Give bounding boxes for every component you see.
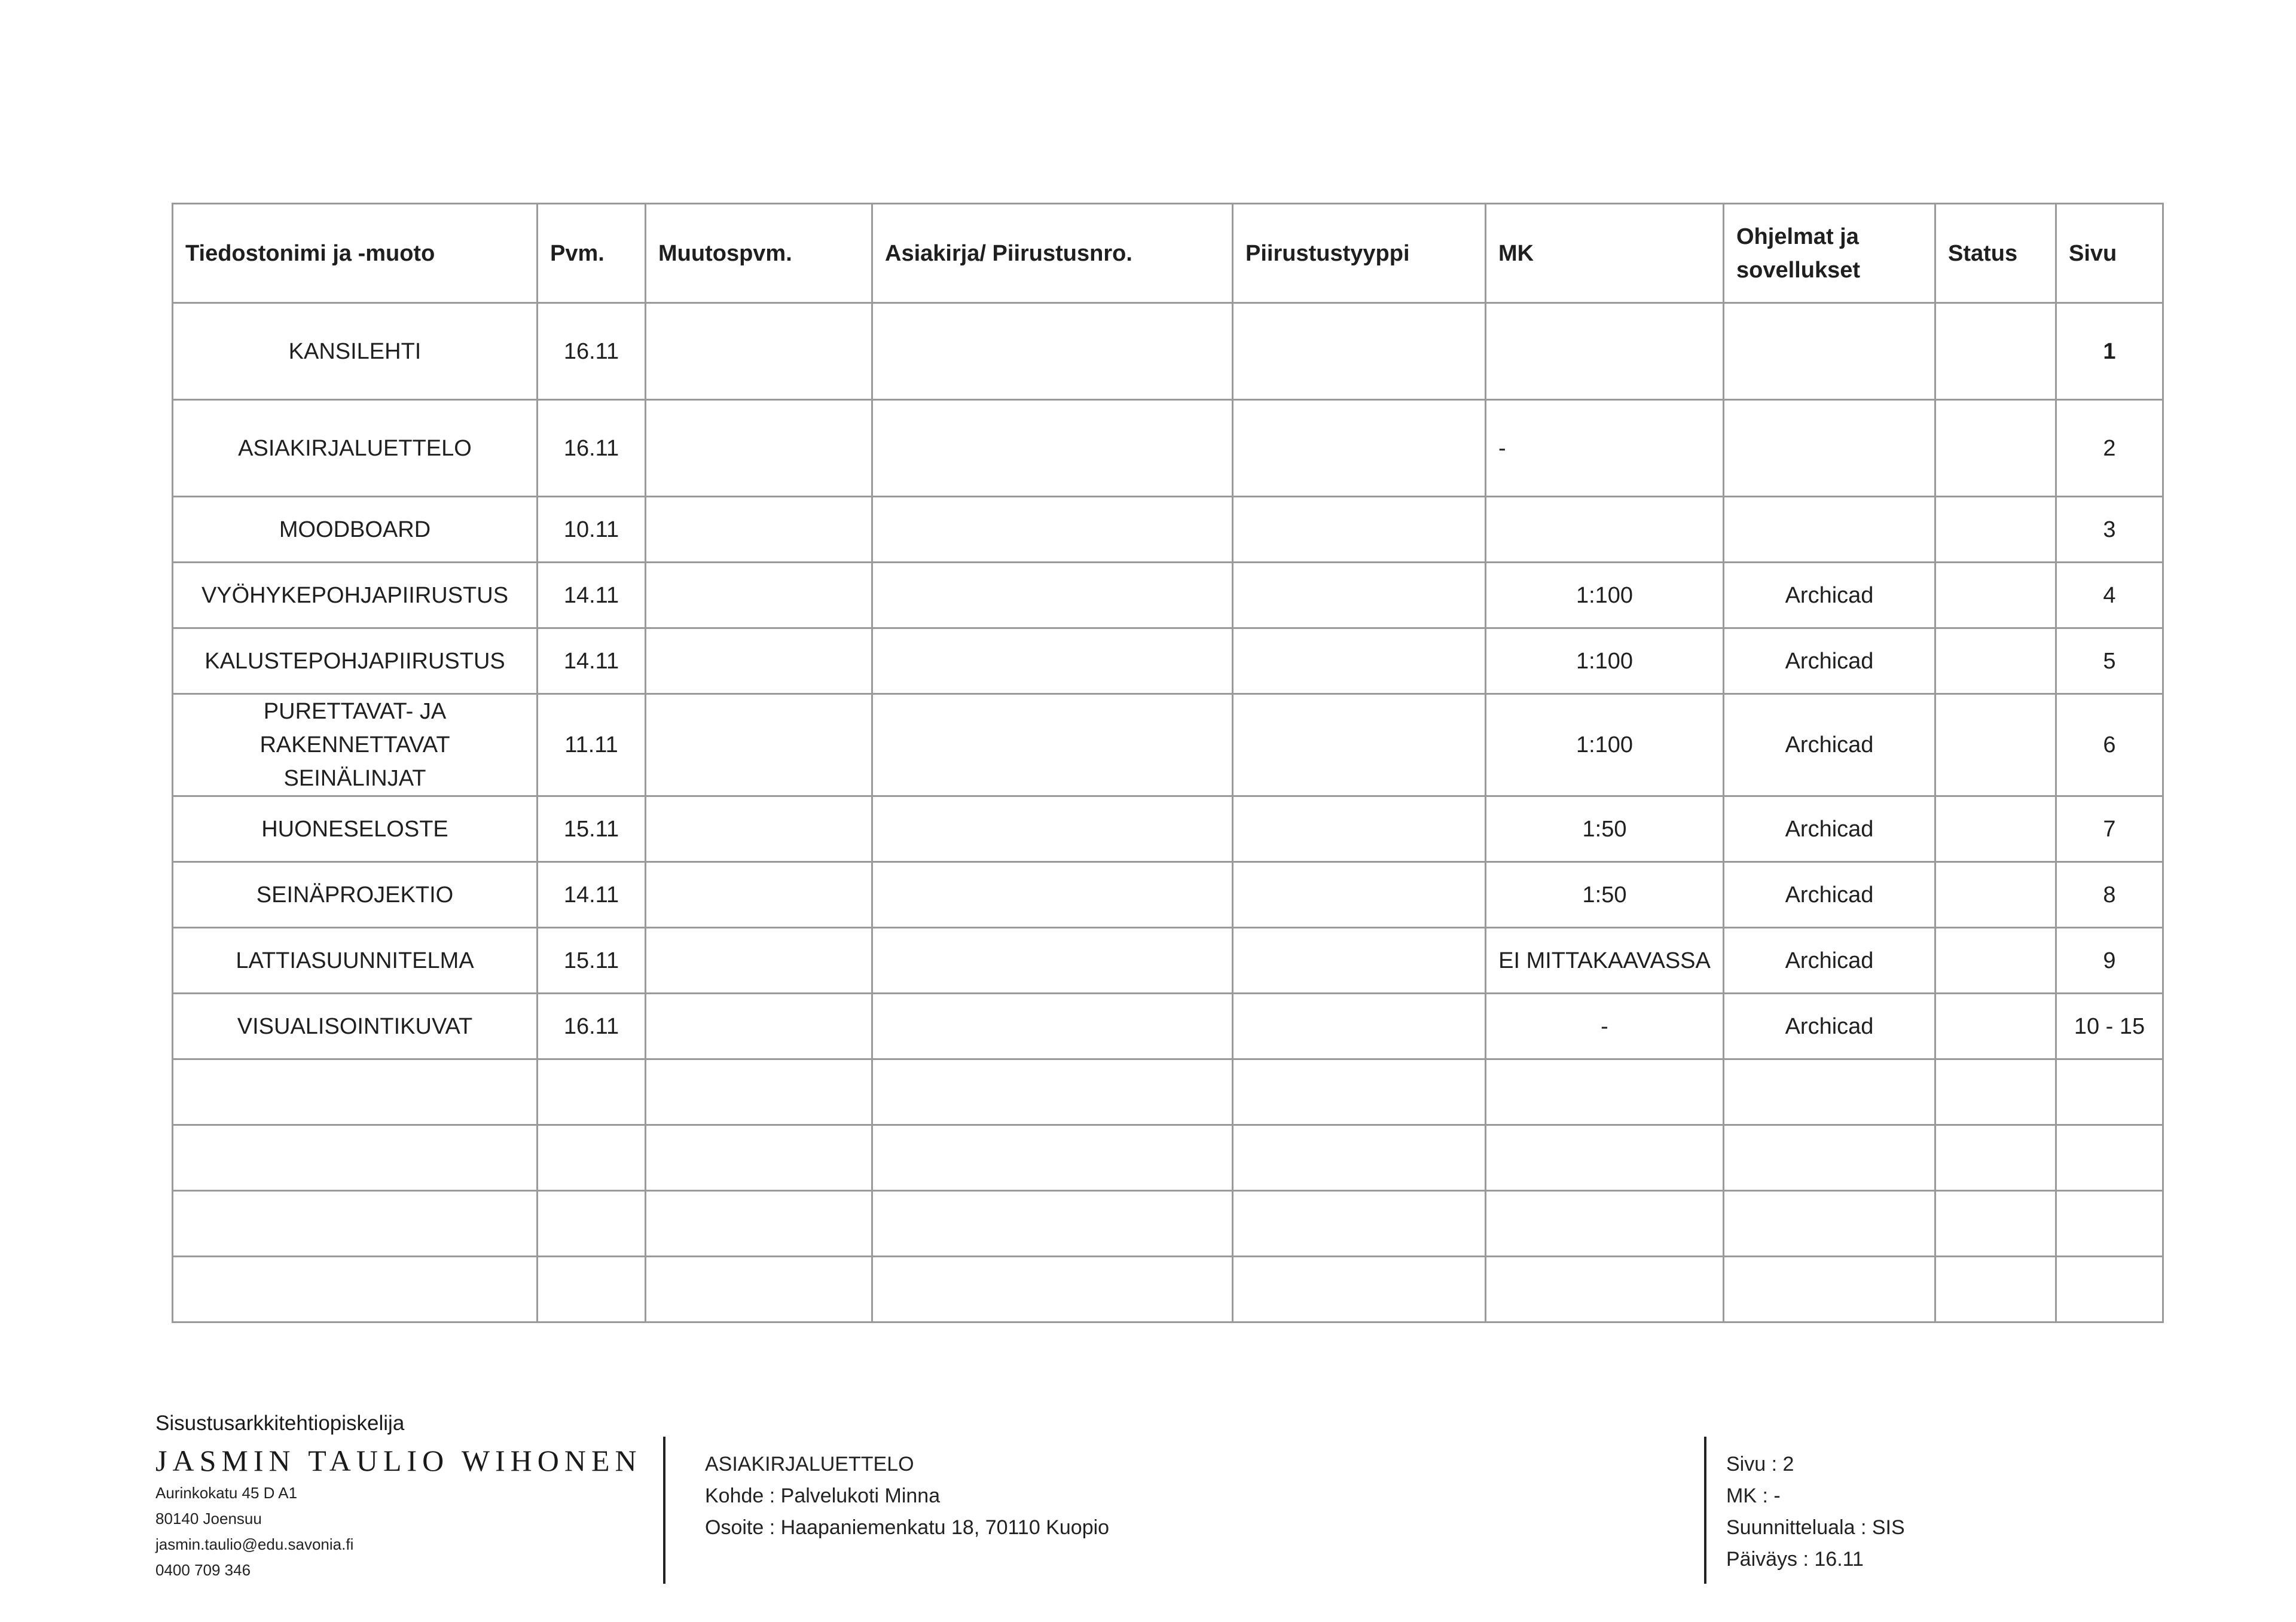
- cell-drawing-type: [1233, 1125, 1486, 1191]
- cell-change-date: [646, 1059, 872, 1125]
- cell-drawing-number: [872, 1257, 1233, 1322]
- project-target: Kohde : Palvelukoti Minna: [705, 1484, 941, 1507]
- cell-software: [1724, 1191, 1935, 1257]
- cell-page: 2: [2056, 400, 2163, 497]
- header-drawing-type: Piirustustyyppi: [1233, 204, 1486, 303]
- cell-date: 14.11: [538, 563, 646, 628]
- cell-status: [1935, 1125, 2056, 1191]
- table-row: [173, 994, 2163, 1059]
- cell-date: [538, 1191, 646, 1257]
- cell-date: [538, 1125, 646, 1191]
- cell-filename: LATTIASUUNNITELMA: [173, 928, 538, 994]
- cell-drawing-type: [1233, 1059, 1486, 1125]
- cell-page: 9: [2056, 928, 2163, 994]
- cell-drawing-number: [872, 694, 1233, 796]
- cell-status: [1935, 1191, 2056, 1257]
- header-scale: MK: [1486, 204, 1724, 303]
- cell-change-date: [646, 796, 872, 862]
- cell-scale: [1486, 303, 1724, 400]
- cell-scale: 1:100: [1486, 694, 1724, 796]
- cell-filename: SEINÄPROJEKTIO: [173, 862, 538, 928]
- cell-status: [1935, 400, 2056, 497]
- cell-drawing-type: [1233, 563, 1486, 628]
- cell-status: [1935, 303, 2056, 400]
- cell-change-date: [646, 928, 872, 994]
- cell-page: [2056, 1125, 2163, 1191]
- cell-status: [1935, 1257, 2056, 1322]
- cell-page: 3: [2056, 497, 2163, 563]
- cell-date: 14.11: [538, 628, 646, 694]
- cell-date: 15.11: [538, 928, 646, 994]
- cell-change-date: [646, 994, 872, 1059]
- cell-change-date: [646, 1125, 872, 1191]
- header-page: Sivu: [2056, 204, 2163, 303]
- cell-drawing-type: [1233, 628, 1486, 694]
- author-phone: 0400 709 346: [155, 1561, 251, 1579]
- cell-change-date: [646, 563, 872, 628]
- table-row: [173, 303, 2163, 400]
- document-title: ASIAKIRJALUETTELO: [705, 1453, 914, 1476]
- cell-software: Archicad: [1724, 796, 1935, 862]
- cell-page: 5: [2056, 628, 2163, 694]
- cell-drawing-type: [1233, 796, 1486, 862]
- cell-date: 10.11: [538, 497, 646, 563]
- cell-software: Archicad: [1724, 563, 1935, 628]
- sheet-info-block: [1726, 1449, 1905, 1575]
- cell-drawing-number: [872, 628, 1233, 694]
- cell-drawing-type: [1233, 1257, 1486, 1322]
- cell-filename: VISUALISOINTIKUVAT: [173, 994, 538, 1059]
- cell-drawing-number: [872, 497, 1233, 563]
- cell-scale: 1:100: [1486, 628, 1724, 694]
- project-info-block: [705, 1449, 1109, 1544]
- table-row: [173, 497, 2163, 563]
- cell-scale: [1486, 1257, 1724, 1322]
- cell-filename: HUONESELOSTE: [173, 796, 538, 862]
- cell-status: [1935, 628, 2056, 694]
- footer-divider-left: [663, 1437, 665, 1584]
- cell-drawing-number: [872, 994, 1233, 1059]
- author-name: JASMIN TAULIO WIHONEN: [155, 1444, 642, 1477]
- author-email: jasmin.taulio@edu.savonia.fi: [155, 1535, 354, 1553]
- cell-status: [1935, 563, 2056, 628]
- cell-scale: [1486, 1059, 1724, 1125]
- document-list-table: [172, 203, 2164, 1323]
- cell-drawing-type: [1233, 400, 1486, 497]
- cell-drawing-number: [872, 303, 1233, 400]
- cell-page: 6: [2056, 694, 2163, 796]
- cell-drawing-number: [872, 862, 1233, 928]
- cell-page: 7: [2056, 796, 2163, 862]
- cell-date: 15.11: [538, 796, 646, 862]
- author-address-line2: 80140 Joensuu: [155, 1510, 262, 1528]
- cell-filename: KANSILEHTI: [173, 303, 538, 400]
- header-date: Pvm.: [538, 204, 646, 303]
- cell-change-date: [646, 694, 872, 796]
- cell-software: Archicad: [1724, 928, 1935, 994]
- header-drawing-number: Asiakirja/ Piirustusnro.: [872, 204, 1233, 303]
- cell-status: [1935, 994, 2056, 1059]
- cell-scale: 1:50: [1486, 862, 1724, 928]
- header-filename: Tiedostonimi ja -muoto: [173, 204, 538, 303]
- cell-drawing-number: [872, 1191, 1233, 1257]
- cell-page: 8: [2056, 862, 2163, 928]
- table-row: [173, 628, 2163, 694]
- table-row: [173, 1257, 2163, 1322]
- cell-software: Archicad: [1724, 628, 1935, 694]
- cell-scale: -: [1486, 400, 1724, 497]
- cell-date: 14.11: [538, 862, 646, 928]
- cell-change-date: [646, 1191, 872, 1257]
- cell-software: [1724, 1125, 1935, 1191]
- cell-scale: [1486, 497, 1724, 563]
- cell-status: [1935, 1059, 2056, 1125]
- cell-drawing-type: [1233, 994, 1486, 1059]
- cell-filename: [173, 1257, 538, 1322]
- cell-software: [1724, 1257, 1935, 1322]
- cell-status: [1935, 497, 2056, 563]
- project-address: Osoite : Haapaniemenkatu 18, 70110 Kuopio: [705, 1516, 1110, 1539]
- cell-scale: -: [1486, 994, 1724, 1059]
- author-role: Sisustusarkkitehtiopiskelija: [155, 1412, 405, 1435]
- cell-software: [1724, 400, 1935, 497]
- sheet-discipline: Suunnitteluala : SIS: [1726, 1516, 1905, 1539]
- cell-date: 16.11: [538, 994, 646, 1059]
- cell-filename: ASIAKIRJALUETTELO: [173, 400, 538, 497]
- cell-drawing-number: [872, 1125, 1233, 1191]
- cell-change-date: [646, 862, 872, 928]
- cell-software: [1724, 1059, 1935, 1125]
- author-address-line1: Aurinkokatu 45 D A1: [155, 1484, 298, 1502]
- cell-status: [1935, 694, 2056, 796]
- table-row: [173, 694, 2163, 796]
- cell-scale: EI MITTAKAAVASSA: [1486, 928, 1724, 994]
- cell-scale: 1:50: [1486, 796, 1724, 862]
- cell-drawing-number: [872, 928, 1233, 994]
- cell-page: [2056, 1191, 2163, 1257]
- cell-drawing-type: [1233, 694, 1486, 796]
- cell-scale: [1486, 1191, 1724, 1257]
- cell-drawing-type: [1233, 1191, 1486, 1257]
- cell-page: 4: [2056, 563, 2163, 628]
- cell-drawing-type: [1233, 303, 1486, 400]
- table-row: [173, 928, 2163, 994]
- cell-date: [538, 1059, 646, 1125]
- table-row: [173, 862, 2163, 928]
- header-status: Status: [1935, 204, 2056, 303]
- table-row: [173, 1059, 2163, 1125]
- cell-software: [1724, 303, 1935, 400]
- author-block: [155, 1410, 646, 1583]
- cell-change-date: [646, 628, 872, 694]
- table-row: [173, 400, 2163, 497]
- cell-drawing-number: [872, 1059, 1233, 1125]
- sheet-scale: MK : -: [1726, 1484, 1781, 1507]
- cell-software: Archicad: [1724, 994, 1935, 1059]
- cell-drawing-type: [1233, 862, 1486, 928]
- cell-status: [1935, 796, 2056, 862]
- cell-date: 16.11: [538, 303, 646, 400]
- cell-drawing-type: [1233, 497, 1486, 563]
- cell-drawing-number: [872, 796, 1233, 862]
- cell-page: 1: [2056, 303, 2163, 400]
- cell-filename: MOODBOARD: [173, 497, 538, 563]
- cell-software: Archicad: [1724, 862, 1935, 928]
- table-row: [173, 1191, 2163, 1257]
- cell-change-date: [646, 400, 872, 497]
- table-row: [173, 1125, 2163, 1191]
- cell-scale: 1:100: [1486, 563, 1724, 628]
- cell-change-date: [646, 303, 872, 400]
- header-change-date: Muutospvm.: [646, 204, 872, 303]
- cell-date: 16.11: [538, 400, 646, 497]
- cell-page: [2056, 1257, 2163, 1322]
- cell-status: [1935, 862, 2056, 928]
- cell-status: [1935, 928, 2056, 994]
- footer-divider-right: [1704, 1437, 1706, 1584]
- sheet-page: Sivu : 2: [1726, 1453, 1794, 1476]
- sheet-date: Päiväys : 16.11: [1726, 1548, 1864, 1571]
- table-body: [173, 303, 2163, 1322]
- table-row: [173, 796, 2163, 862]
- cell-drawing-type: [1233, 928, 1486, 994]
- cell-change-date: [646, 497, 872, 563]
- table-row: [173, 563, 2163, 628]
- cell-filename: PURETTAVAT- JA RAKENNETTAVAT SEINÄLINJAT: [173, 694, 538, 796]
- cell-filename: [173, 1125, 538, 1191]
- cell-date: 11.11: [538, 694, 646, 796]
- header-software: Ohjelmat ja sovellukset: [1724, 204, 1935, 303]
- cell-page: 10 - 15: [2056, 994, 2163, 1059]
- cell-filename: VYÖHYKEPOHJAPIIRUSTUS: [173, 563, 538, 628]
- cell-filename: [173, 1059, 538, 1125]
- cell-scale: [1486, 1125, 1724, 1191]
- cell-software: Archicad: [1724, 694, 1935, 796]
- cell-drawing-number: [872, 400, 1233, 497]
- cell-filename: KALUSTEPOHJAPIIRUSTUS: [173, 628, 538, 694]
- cell-page: [2056, 1059, 2163, 1125]
- cell-drawing-number: [872, 563, 1233, 628]
- cell-date: [538, 1257, 646, 1322]
- cell-change-date: [646, 1257, 872, 1322]
- cell-filename: [173, 1191, 538, 1257]
- cell-software: [1724, 497, 1935, 563]
